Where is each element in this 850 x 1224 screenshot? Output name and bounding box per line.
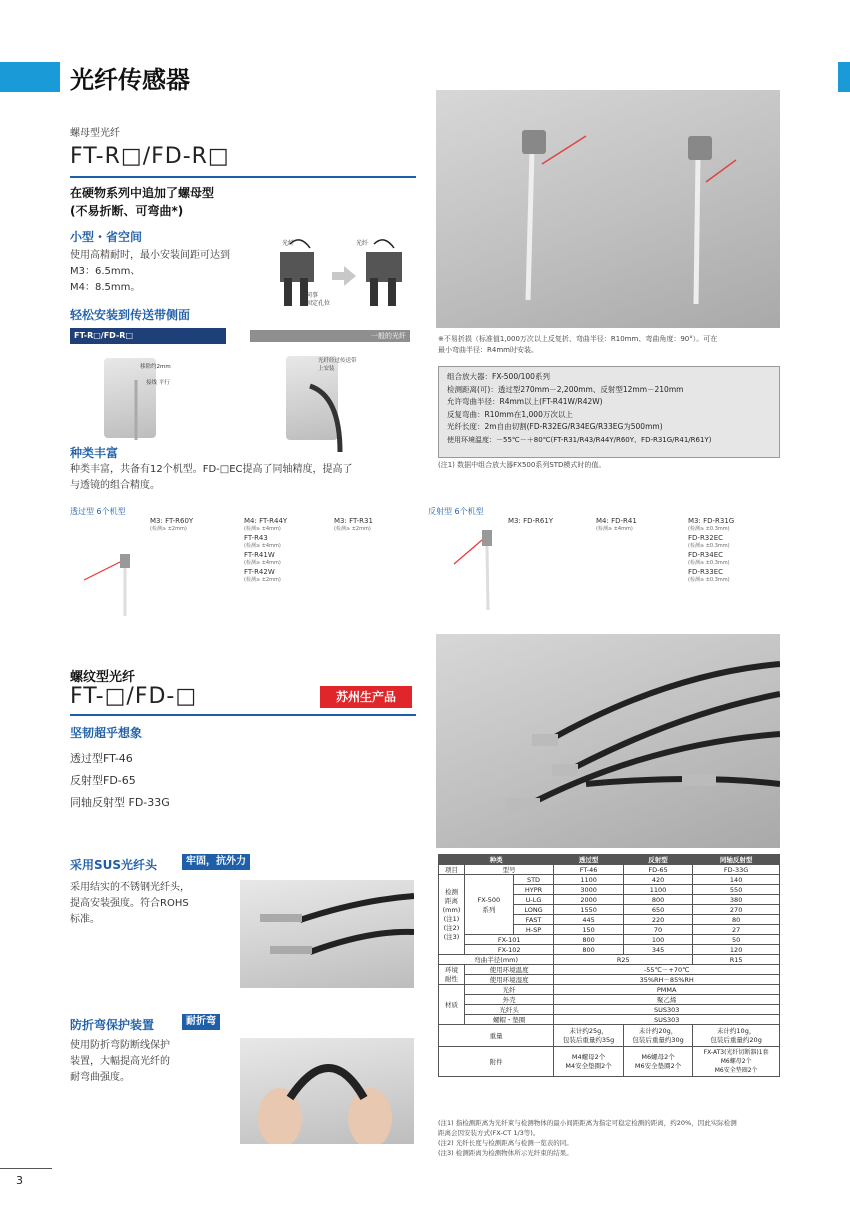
feature-compact-line: M4：8.5mm。 xyxy=(70,282,141,293)
product-illustration xyxy=(240,1038,414,1144)
table-row xyxy=(439,975,780,985)
page-title: 光纤传感器 xyxy=(70,66,190,94)
spec-line: 反复弯曲：R10mm在1,000万次以上 xyxy=(447,409,573,419)
table-cell: 50 xyxy=(693,935,780,945)
table-cell: HYPR xyxy=(513,885,554,895)
table-row xyxy=(439,1047,780,1077)
table-row xyxy=(439,1025,780,1047)
weight-line: 未计约10g， xyxy=(716,1026,756,1035)
table-cell xyxy=(693,1047,780,1077)
table-cell: LONG xyxy=(513,905,554,915)
table-cell: 型号 xyxy=(465,865,554,875)
feature-sus-line: 标准。 xyxy=(70,914,100,925)
feature-sus-line: 采用结实的不锈钢光纤头， xyxy=(70,882,190,893)
section2-headline: 坚韧超乎想象 xyxy=(70,726,143,740)
fiber-illustration xyxy=(120,360,160,440)
env-label-line: 环境 xyxy=(445,965,458,974)
accessory-line: M4安全垫圈2个 xyxy=(565,1061,612,1070)
feature-belt-title: 轻松安装到传送带侧面 xyxy=(70,308,191,322)
table-cell: FAST xyxy=(513,915,554,925)
table-cell: U-LG xyxy=(513,895,554,905)
table-note: 距离会因安装方式(FX-CT 1/3等)。 xyxy=(438,1129,540,1137)
spec-line: 允许弯曲半径：R4mm以上(FT-R41W/R42W) xyxy=(447,397,603,406)
section2-items xyxy=(70,748,170,814)
feature-antibend-line: 耐弯曲强度。 xyxy=(70,1072,130,1083)
table-cell: 27 xyxy=(693,925,780,935)
feature-antibend-line: 装置，大幅提高光纤的 xyxy=(70,1056,170,1067)
nut-spec-box xyxy=(438,366,780,458)
table-cell: 聚乙烯 xyxy=(554,995,780,1005)
table-cell: 140 xyxy=(693,875,780,885)
model-sub: (检测≥ ±4mm) xyxy=(596,526,633,532)
table-cell: 800 xyxy=(623,895,692,905)
diagram-label: 光纤 xyxy=(356,240,369,247)
table-cell: FX-101 xyxy=(465,935,554,945)
table-cell xyxy=(623,1025,692,1047)
accessory-line: M6螺母2个 xyxy=(641,1052,675,1061)
table-cell: 70 xyxy=(623,925,692,935)
section-tab-right xyxy=(838,62,850,92)
bar-nut-type: FT-R□/FD-R□ xyxy=(70,328,226,344)
table-cell: 1100 xyxy=(554,875,623,885)
feature-variety-line: 与透镜的组合精度。 xyxy=(70,480,160,491)
table-cell: 项目 xyxy=(439,865,465,875)
table-row xyxy=(439,965,780,975)
through-fiber-sample-image xyxy=(80,540,160,616)
feature-antibend-line: 使用防折弯防断线保护 xyxy=(70,1040,170,1051)
feature-sus-title: 采用SUS光纤头 xyxy=(70,858,158,872)
section2-item: 反射型FD-65 xyxy=(70,774,136,787)
spec-line: 组合放大器：FX-500/100系列 xyxy=(447,372,550,381)
section2-rule xyxy=(70,714,416,716)
table-cell: FD-65 xyxy=(623,865,692,875)
table-cell: 外壳 xyxy=(465,995,554,1005)
table-cell: FX-102 xyxy=(465,945,554,955)
accessory-line: FX-AT3(光纤切断器)1套 xyxy=(703,1049,769,1056)
table-header-cell: 同轴反射型 xyxy=(693,855,780,865)
section1-rule xyxy=(70,176,416,178)
table-cell: STD xyxy=(513,875,554,885)
model-entry xyxy=(596,516,637,533)
model-name: FD-R34EC xyxy=(688,551,724,559)
diagram-label: 接线 平行 xyxy=(146,380,170,386)
side-label-line: (注1) xyxy=(443,914,460,923)
table-cell xyxy=(554,1047,623,1077)
env-label-line: 耐性 xyxy=(445,974,458,983)
diagram-label: 光纤经过传送带 xyxy=(318,358,357,364)
table-cell: 270 xyxy=(693,905,780,915)
model-name: M4: FT-R44Y xyxy=(244,517,288,525)
table-cell: 使用环境温度 xyxy=(465,965,554,975)
accessory-line: M4螺母2个 xyxy=(571,1052,606,1061)
accessory-line: M6安全垫圈2个 xyxy=(634,1061,682,1070)
weight-line: 未计约20g， xyxy=(638,1026,678,1035)
diagram-label: 移除约2mm xyxy=(140,364,171,370)
feature-compact-line: 使用高精耐时，最小安装间距可达到 xyxy=(70,250,230,261)
table-cell: 使用环境湿度 xyxy=(465,975,554,985)
table-cell: 800 xyxy=(554,945,623,955)
side-label-line: (注3) xyxy=(443,932,460,941)
feature-sus-badge: 牢固，抗外力 xyxy=(182,854,250,870)
table-note: (注3) 检测距离为检测物体所示光纤束的结果。 xyxy=(438,1149,573,1157)
fx500-label: FX-500 xyxy=(477,895,501,904)
section-tab-left xyxy=(0,62,60,92)
section1-subtitle: 螺母型光纤 xyxy=(70,128,120,139)
model-sub: (检测≥ ±0.3mm) xyxy=(688,543,730,549)
product-illustration xyxy=(436,634,780,848)
model-name: M3: FD-R61Y xyxy=(508,517,554,525)
weight-line: 包装后重量约35g xyxy=(562,1035,615,1044)
model-sub: (检测≥ ±2mm) xyxy=(150,526,187,532)
table-header-cell: 反射型 xyxy=(623,855,692,865)
table-cell: FT-46 xyxy=(554,865,623,875)
table-row xyxy=(439,875,780,885)
fiber-illustration xyxy=(300,376,360,456)
table-side-label xyxy=(439,875,465,955)
table-header-row xyxy=(439,855,780,865)
table-cell: 附件 xyxy=(439,1047,554,1077)
model-name: FD-R32EC xyxy=(688,534,724,542)
bar-general-fiber: 一般的光纤 xyxy=(250,330,410,342)
model-name: FD-R33EC xyxy=(688,568,724,576)
feature-antibend-text xyxy=(70,1038,170,1086)
group-label-through: 透过型 6个机型 xyxy=(70,507,126,516)
table-cell: 800 xyxy=(554,935,623,945)
table-cell xyxy=(693,1025,780,1047)
reflective-fiber-sample-image xyxy=(446,520,506,610)
spec-line: 检测距离(可)：透过型270mm－2,200mm、反射型12mm－210mm xyxy=(447,384,684,394)
table-notes xyxy=(438,1118,784,1158)
model-sub: (检测≥ ±2mm) xyxy=(334,526,371,532)
table-cell: 380 xyxy=(693,895,780,905)
feature-antibend-badge: 耐折弯 xyxy=(182,1014,220,1030)
photo-note-line: 最小弯曲半径：R4mm时安装。 xyxy=(438,346,538,354)
model-sub: (检测≥ ±0.3mm) xyxy=(688,560,730,566)
model-entry xyxy=(508,516,553,526)
page-number: 3 xyxy=(16,1174,23,1187)
threaded-fiber-spec-table xyxy=(438,854,780,1077)
model-name: M3: FT-R60Y xyxy=(150,517,194,525)
page-number-rule xyxy=(0,1168,52,1169)
feature-compact-line: M3：6.5mm、 xyxy=(70,266,141,277)
feature-compact-text xyxy=(70,248,270,296)
section2-model: FT-□/FD-□ xyxy=(70,684,198,709)
table-cell: 1550 xyxy=(554,905,623,915)
table-cell: 2000 xyxy=(554,895,623,905)
table-cell: 120 xyxy=(693,945,780,955)
table-cell: 100 xyxy=(623,935,692,945)
table-cell: 420 xyxy=(623,875,692,885)
anti-bend-photo xyxy=(240,1038,414,1144)
feature-sus-text xyxy=(70,880,190,928)
table-note: (注1) 指检测距离为光纤束与检测物体的最小间距距离为指定可稳定检测的距离，约20%，因此实际检测 xyxy=(438,1119,737,1127)
spec-line: 使用环境温度：－55℃－＋80℃(FT-R31/R43/R44Y/R60Y、FD-R31G/R41/R61Y) xyxy=(447,435,712,444)
model-name: FT-R41W xyxy=(244,551,275,559)
table-row xyxy=(439,935,780,945)
table-cell: 弯曲半径(mm) xyxy=(439,955,554,965)
fx500-sub-label: 系列 xyxy=(482,905,496,914)
feature-sus-line: 提高安装强度。符合ROHS xyxy=(70,898,189,909)
section2-item: 透过型FT-46 xyxy=(70,752,133,765)
model-name: M3: FD-R31G xyxy=(688,517,735,525)
side-label-line: (注2) xyxy=(443,923,460,932)
table-cell xyxy=(554,1025,623,1047)
model-entry xyxy=(688,516,734,584)
table-fx500-label xyxy=(465,875,514,935)
diagram-label: 固定孔位 xyxy=(306,300,331,307)
product-illustration xyxy=(240,880,414,988)
feature-compact-title: 小型・省空间 xyxy=(70,230,143,244)
model-entry xyxy=(150,516,193,533)
section1-model: FT-R□/FD-R□ xyxy=(70,144,230,169)
table-cell: 1100 xyxy=(623,885,692,895)
table-mat-label: 材质 xyxy=(439,985,465,1025)
model-sub: (检测≥ ±4mm) xyxy=(244,560,281,566)
weight-line: 未计约25g， xyxy=(569,1026,608,1035)
table-row xyxy=(439,955,780,965)
table-env-label xyxy=(439,965,465,985)
table-cell: 445 xyxy=(554,915,623,925)
table-cell: 35%RH－85%RH xyxy=(554,975,780,985)
table-cell: 150 xyxy=(554,925,623,935)
table-cell: R15 xyxy=(693,955,780,965)
table-cell: 80 xyxy=(693,915,780,925)
table-row xyxy=(439,945,780,955)
table-row xyxy=(439,1005,780,1015)
model-sub: (检测≥ ±4mm) xyxy=(244,526,281,532)
table-cell: 3000 xyxy=(554,885,623,895)
table-cell: 光纤头 xyxy=(465,1005,554,1015)
section2-subtitle: 螺纹型光纤 xyxy=(70,670,136,685)
spec-line: 光纤长度：2m自由切割(FD-R32EG/R34EG/R33EG为500mm) xyxy=(447,422,663,431)
table-cell: H-SP xyxy=(513,925,554,935)
made-in-suzhou-badge: 苏州生产品 xyxy=(320,686,412,708)
table-cell xyxy=(623,1047,692,1077)
table-cell: PMMA xyxy=(554,985,780,995)
model-sub: (检测≥ ±0.3mm) xyxy=(688,577,730,583)
photo-note xyxy=(438,334,784,356)
table-cell: -55℃－+70℃ xyxy=(554,965,780,975)
spec-footnote: (注1) 数据中组合放大器FX500系列STD模式时的值。 xyxy=(438,461,606,469)
table-cell: R25 xyxy=(554,955,693,965)
table-cell: 重量 xyxy=(439,1025,554,1047)
section1-headline1: 在硬物系列中追加了螺母型 xyxy=(70,186,215,200)
accessory-line: M6螺母2个 xyxy=(720,1058,752,1065)
model-name: M3: FT-R31 xyxy=(334,517,373,525)
model-entry xyxy=(334,516,373,533)
diagram-label: 同事 xyxy=(306,292,319,299)
table-row xyxy=(439,985,780,995)
model-sub: (检测≥ ±2mm) xyxy=(244,577,281,583)
feature-antibend-title: 防折弯保护装置 xyxy=(70,1018,155,1032)
feature-variety-text xyxy=(70,462,420,494)
product-illustration xyxy=(436,90,780,328)
diagram-label: 光纤 xyxy=(282,240,295,247)
table-row xyxy=(439,865,780,875)
model-entry xyxy=(244,516,287,584)
model-name: FT-R42W xyxy=(244,568,275,576)
photo-note-line: ※不易折损（标准值1,000万次以上反复折、弯曲半径：R10mm、弯曲角度：90°）。可在 xyxy=(438,335,718,343)
model-name: M4: FD-R41 xyxy=(596,517,637,525)
threaded-fiber-product-photo xyxy=(436,634,780,848)
table-cell: 550 xyxy=(693,885,780,895)
feature-variety-line: 种类丰富，共备有12个机型。FD-□EC提高了同轴精度，提高了 xyxy=(70,464,353,475)
table-cell: SUS303 xyxy=(554,1015,780,1025)
table-row xyxy=(439,1015,780,1025)
accessory-line: M6安全垫圈2个 xyxy=(714,1067,758,1074)
weight-line: 包装后重量约30g xyxy=(632,1035,684,1044)
table-row xyxy=(439,995,780,1005)
nut-fiber-product-photo xyxy=(436,90,780,328)
table-cell: 光纤 xyxy=(465,985,554,995)
side-label-line: 距离 xyxy=(445,896,458,905)
table-header-cell: 种类 xyxy=(439,855,554,865)
model-sub: (检测≥ ±4mm) xyxy=(244,543,281,549)
model-sub: (检测≥ ±0.3mm) xyxy=(688,526,730,532)
table-cell: 345 xyxy=(623,945,692,955)
table-cell: 650 xyxy=(623,905,692,915)
weight-line: 包装后重量约20g xyxy=(710,1035,762,1044)
table-cell: FD-33G xyxy=(693,865,780,875)
table-note: (注2) 光纤长度与检测距离与检测一览表的同。 xyxy=(438,1139,573,1147)
table-cell: SUS303 xyxy=(554,1005,780,1015)
section1-headline2: (不易折断、可弯曲*) xyxy=(70,204,184,218)
group-label-reflective: 反射型 6个机型 xyxy=(428,507,484,516)
side-label-line: 检测 xyxy=(445,887,458,896)
table-cell: 220 xyxy=(623,915,692,925)
side-label-line: (mm) xyxy=(442,905,461,914)
table-header-cell: 透过型 xyxy=(554,855,623,865)
section2-item: 同轴反射型 FD-33G xyxy=(70,796,170,809)
sus-head-photo xyxy=(240,880,414,988)
feature-variety-title: 种类丰富 xyxy=(70,446,119,460)
table-cell: 螺帽・垫圈 xyxy=(465,1015,554,1025)
model-name: FT-R43 xyxy=(244,534,268,542)
diagram-label: 上安装 xyxy=(318,366,335,372)
